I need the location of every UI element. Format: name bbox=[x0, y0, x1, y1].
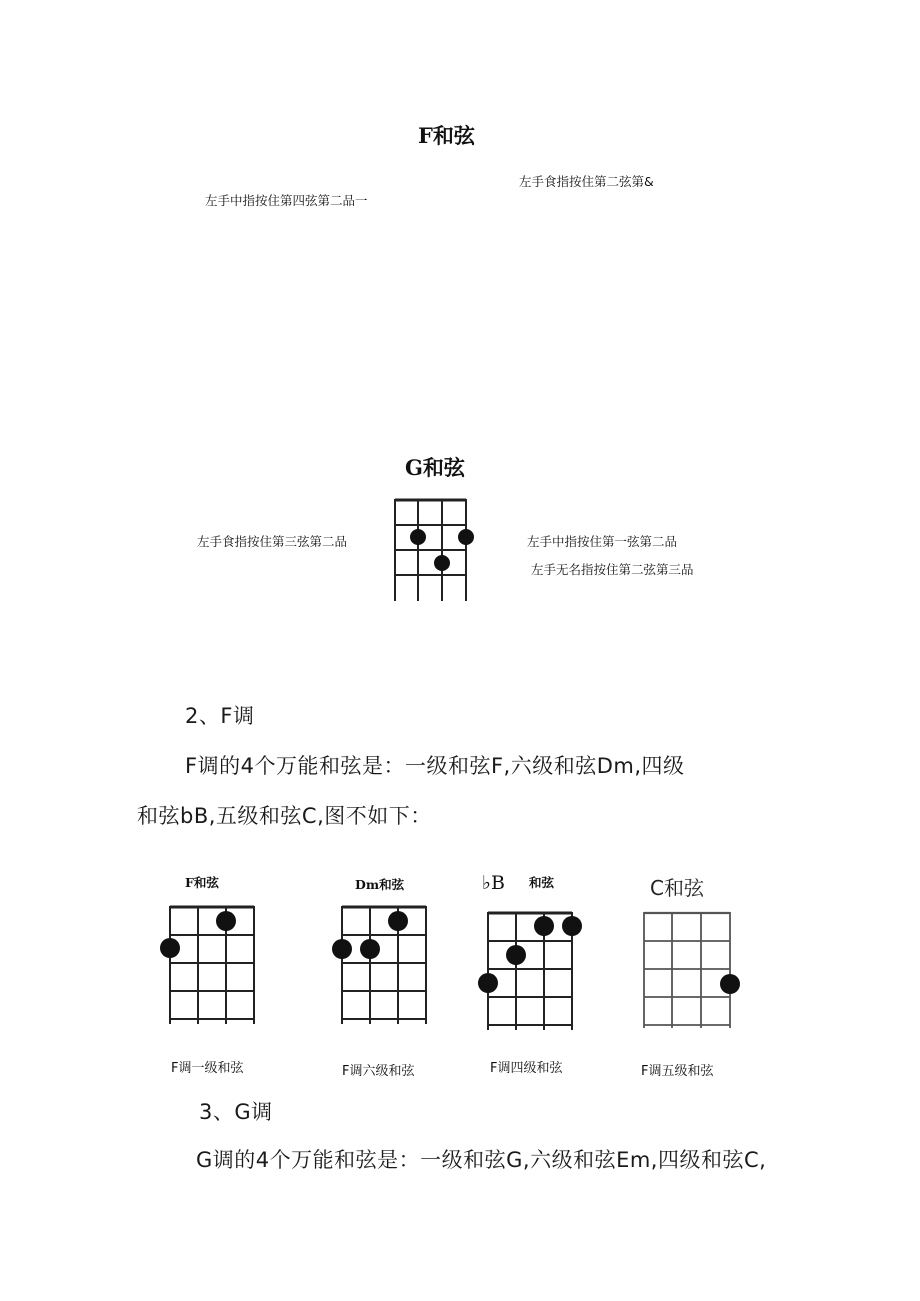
g-chord-diagram bbox=[390, 495, 475, 605]
f-chord-note-right: 左手食指按住第二弦第& bbox=[519, 174, 654, 189]
finger-dot bbox=[534, 916, 554, 936]
finger-dot bbox=[720, 974, 740, 994]
finger-dot bbox=[332, 939, 352, 959]
finger-dot bbox=[410, 529, 426, 545]
f-key-heading: 2、F调 bbox=[185, 704, 255, 728]
f-key-line1: F调的4个万能和弦是：一级和弦F,六级和弦Dm,四级 bbox=[185, 754, 685, 778]
g-chord-note-right-1: 左手中指按住第一弦第二品 bbox=[527, 534, 678, 549]
g-chord-note-left: 左手食指按住第三弦第二品 bbox=[197, 534, 348, 549]
diagram-bb-title-rest: 和弦 bbox=[529, 875, 555, 890]
finger-dot bbox=[458, 529, 474, 545]
finger-dot bbox=[216, 911, 236, 931]
diagram-bb-chord bbox=[476, 906, 586, 1034]
diagram-dm-caption: F调六级和弦 bbox=[342, 1064, 415, 1079]
finger-dot bbox=[160, 938, 180, 958]
finger-dot bbox=[562, 916, 582, 936]
diagram-c-title: C和弦 bbox=[650, 876, 704, 900]
diagram-f-caption: F调一级和弦 bbox=[171, 1061, 244, 1076]
finger-dot bbox=[388, 911, 408, 931]
g-key-line1: G调的4个万能和弦是：一级和弦G,六级和弦Em,四级和弦C, bbox=[196, 1148, 767, 1172]
diagram-dm-chord bbox=[330, 900, 435, 1028]
diagram-c-caption: F调五级和弦 bbox=[641, 1064, 714, 1079]
f-chord-note-left: 左手中指按住第四弦第二品一 bbox=[205, 193, 368, 208]
diagram-c-chord bbox=[636, 908, 746, 1033]
g-key-heading: 3、G调 bbox=[199, 1100, 273, 1124]
g-chord-note-right-2: 左手无名指按住第二弦第三品 bbox=[531, 562, 694, 577]
finger-dot bbox=[360, 939, 380, 959]
finger-dot bbox=[506, 945, 526, 965]
diagram-bb-caption: F调四级和弦 bbox=[490, 1061, 563, 1076]
diagram-f-title: F和弦 bbox=[185, 875, 219, 890]
g-chord-title: G和弦 bbox=[405, 455, 465, 480]
f-chord-title: F和弦 bbox=[418, 123, 475, 148]
finger-dot bbox=[434, 555, 450, 571]
diagram-dm-title: Dm和弦 bbox=[355, 877, 405, 892]
finger-dot bbox=[478, 973, 498, 993]
diagram-bb-title-flat: ♭B bbox=[482, 872, 505, 894]
diagram-f-chord bbox=[158, 900, 263, 1028]
f-key-line2: 和弦bB,五级和弦C,图不如下： bbox=[137, 804, 432, 828]
